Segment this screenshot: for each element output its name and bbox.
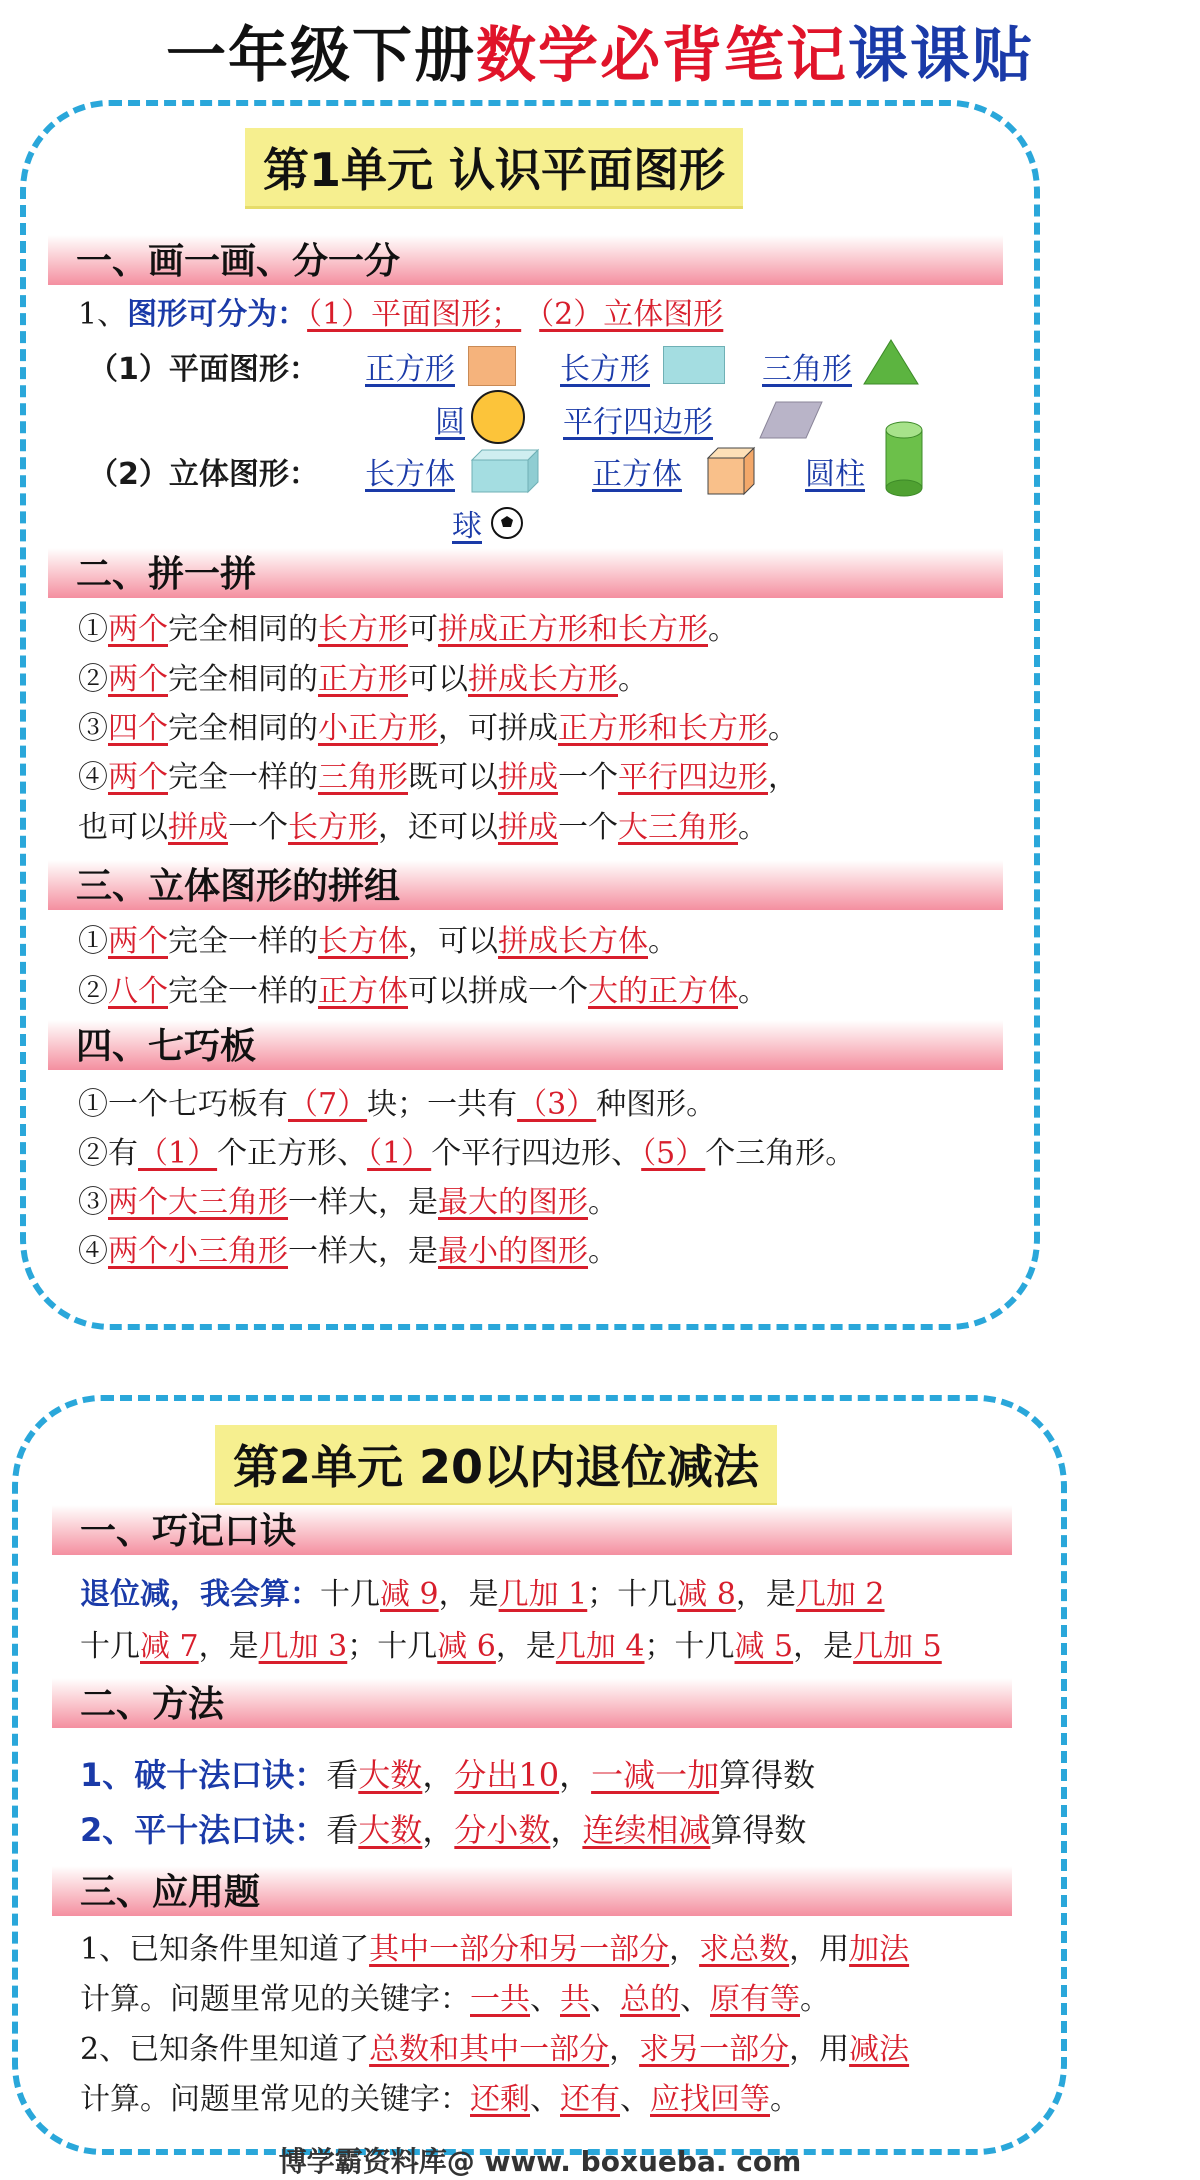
page-title bbox=[0, 8, 1200, 94]
u2s3-line3: 2、已知条件里知道了总数和其中一部分，求另一部分，用减法 bbox=[80, 2032, 910, 2067]
u1s2-line5: 也可以拼成一个长方形，还可以拼成一个大三角形。 bbox=[78, 810, 768, 845]
u1s3-line2: ②八个完全一样的正方体可以拼成一个大的正方体。 bbox=[78, 974, 768, 1009]
unit1-title: 第1单元 认识平面图形 bbox=[245, 128, 743, 206]
circle-shape-icon bbox=[470, 389, 526, 445]
u2s1-line1: 退位减，我会算：十几减 9，是几加 1；十几减 8，是几加 2 bbox=[80, 1577, 885, 1612]
u2s2-line2: 2、平十法口诀：看大数，分小数，连续相减算得数 bbox=[80, 1811, 807, 1849]
cylinder-shape-icon bbox=[883, 420, 925, 498]
unit1-section2-heading: 二、拼一拼 bbox=[48, 548, 1003, 598]
solid-item-ball: 球 bbox=[452, 509, 482, 544]
plane-item-rectangle: 长方形 bbox=[560, 352, 650, 387]
title-part-red: 数学必背笔记 bbox=[476, 21, 848, 91]
u2s3-line4: 计算。问题里常见的关键字：还剩、还有、应找回等。 bbox=[80, 2082, 800, 2117]
u2s3-line1: 1、已知条件里知道了其中一部分和另一部分，求总数，用加法 bbox=[80, 1932, 910, 1967]
cube-shape-icon bbox=[706, 446, 756, 496]
u2s3-line2: 计算。问题里常见的关键字：一共、共、总的、原有等。 bbox=[80, 1982, 830, 2017]
unit1-section1-heading: 一、画一画、分一分 bbox=[48, 235, 1003, 285]
title-part-blue: 课课贴 bbox=[848, 21, 1034, 91]
plane-item-square: 正方形 bbox=[365, 352, 455, 387]
u2s2-line1: 1、破十法口诀：看大数，分出10，一减一加算得数 bbox=[80, 1756, 816, 1794]
solid-label: （2）立体图形： bbox=[88, 457, 319, 492]
rectangle-shape-icon bbox=[663, 346, 725, 384]
plane-item-circle: 圆 bbox=[435, 405, 465, 440]
unit1-section4-heading: 四、七巧板 bbox=[48, 1020, 1003, 1070]
unit2-title: 第2单元 20以内退位减法 bbox=[215, 1425, 777, 1503]
u1s4-line2: ②有（1）个正方形、（1）个平行四边形、（5）个三角形。 bbox=[78, 1136, 856, 1171]
u1s2-line3: ③四个完全相同的小正方形，可拼成正方形和长方形。 bbox=[78, 711, 798, 746]
title-part-black: 一年级下册 bbox=[166, 21, 476, 91]
plane-label: （1）平面图形： bbox=[88, 352, 319, 387]
parallelogram-shape-icon bbox=[758, 400, 824, 440]
solid-item-cuboid: 长方体 bbox=[365, 457, 455, 492]
u1s4-line3: ③两个大三角形一样大，是最大的图形。 bbox=[78, 1185, 618, 1220]
solid-item-cylinder: 圆柱 bbox=[805, 457, 865, 492]
u1s2-line2: ②两个完全相同的正方形可以拼成长方形。 bbox=[78, 662, 648, 697]
plane-item-parallelogram: 平行四边形 bbox=[563, 405, 713, 440]
square-shape-icon bbox=[468, 346, 516, 386]
triangle-shape-icon bbox=[862, 338, 920, 386]
unit1-section3-heading: 三、立体图形的拼组 bbox=[48, 860, 1003, 910]
u1s4-line1: ①一个七巧板有（7）块；一共有（3）种图形。 bbox=[78, 1087, 717, 1122]
u2s1-line2: 十几减 7，是几加 3；十几减 6，是几加 4；十几减 5，是几加 5 bbox=[80, 1629, 942, 1664]
soccer-ball-icon bbox=[490, 506, 524, 540]
cuboid-shape-icon bbox=[470, 448, 540, 494]
unit2-section1-heading: 一、巧记口诀 bbox=[52, 1505, 1012, 1555]
u1s1-line1: 1、图形可分为：（1）平面图形； （2）立体图形 bbox=[78, 297, 724, 332]
u1s2-line4: ④两个完全一样的三角形既可以拼成一个平行四边形， bbox=[78, 760, 798, 795]
u1s3-line1: ①两个完全一样的长方体，可以拼成长方体。 bbox=[78, 924, 678, 959]
unit2-section2-heading: 二、方法 bbox=[52, 1678, 1012, 1728]
u1s4-line4: ④两个小三角形一样大，是最小的图形。 bbox=[78, 1234, 618, 1269]
unit2-section3-heading: 三、应用题 bbox=[52, 1866, 1012, 1916]
footer-watermark: 博学霸资料库@ www. boxueba. com bbox=[278, 2145, 802, 2178]
solid-item-cube: 正方体 bbox=[592, 457, 682, 492]
plane-item-triangle: 三角形 bbox=[762, 352, 852, 387]
u1s2-line1: ①两个完全相同的长方形可拼成正方形和长方形。 bbox=[78, 612, 738, 647]
